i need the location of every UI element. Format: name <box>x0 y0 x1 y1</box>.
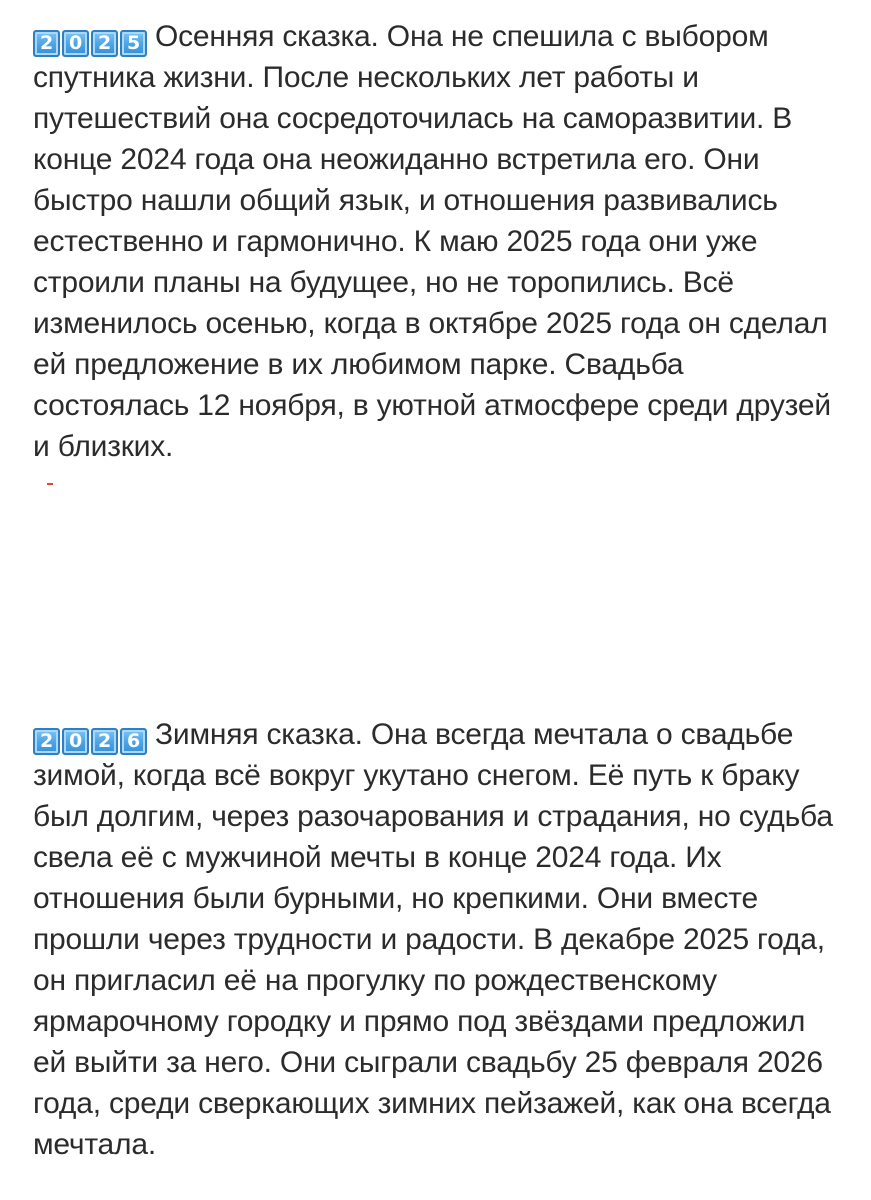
keycap-digit-icon: 2 <box>33 728 60 755</box>
post-text: Осенняя сказка. Она не спешила с выбором спутника жизни. После нескольких лет работы и путешествий она сосредоточилась на саморазвитии. В конце 2024 года она неожиданно встретила его. Они быстро нашли общий язык, и отношения развивались естественно и гармонично. К маю 2025 года они уже строили планы на будущее, но не торопились. Всё изменилось осенью, когда в октябре 2025 года он сделал ей предложение в их любимом парке. Свадьба состоялась 12 ноября, в уютной атмосфере среди друзей и близких. <box>33 20 831 463</box>
red-dash-mark <box>47 483 53 485</box>
post-text: Зимняя сказка. Она всегда мечтала о свадьбе зимой, когда всё вокруг укутано снегом. Её путь к браку был долгим, через разочарования и страдания, но судьба свела её с мужчиной мечты в конце 2024 года. Их отношения были бурными, но крепкими. Они вместе прошли через трудности и радости. В декабре 2025 года, он пригласил её на прогулку по рождественскому ярмарочному городку и прямо под звёздами предложил ей выйти за него. Они сыграли свадьбу 25 февраля 2026 года, среди сверкающих зимних пейзажей, как она всегда мечтала. <box>33 718 833 1161</box>
keycap-digit-icon: 6 <box>120 728 147 755</box>
post-2026 <box>33 714 841 1165</box>
keycap-digit-icon: 2 <box>91 728 118 755</box>
keycap-digit-icon: 2 <box>33 30 60 57</box>
keycap-digit-icon: 5 <box>120 30 147 57</box>
keycap-digit-icon: 0 <box>62 728 89 755</box>
year-keycaps-2025 <box>33 30 147 57</box>
keycap-digit-icon: 0 <box>62 30 89 57</box>
keycap-digit-icon: 2 <box>91 30 118 57</box>
post-2025 <box>33 16 841 467</box>
year-keycaps-2026 <box>33 728 147 755</box>
